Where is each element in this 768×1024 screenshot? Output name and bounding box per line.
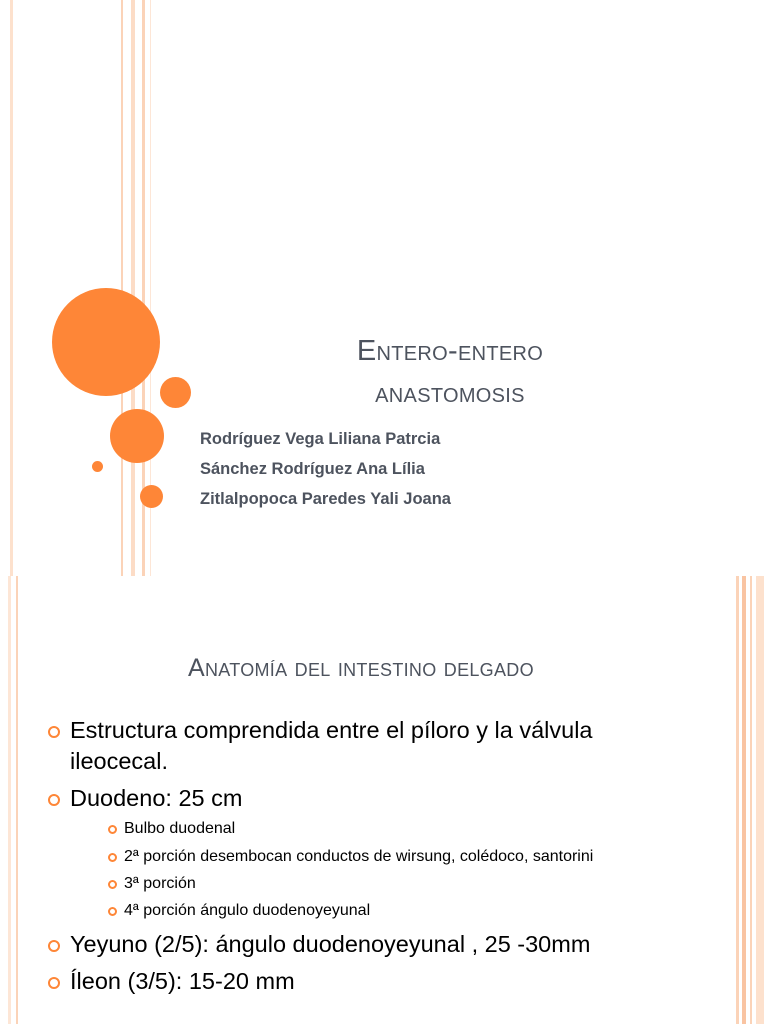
author-name: Rodríguez Vega Liliana Patrcia [200, 430, 441, 448]
author-name: Zitlalpopoca Paredes Yali Joana [200, 490, 451, 508]
decorative-circle-medium [110, 409, 164, 463]
decorative-stripe [742, 576, 746, 1024]
decorative-circle-small [140, 485, 163, 508]
bullet-item: Yeyuno (2/5): ángulo duodenoyeyunal , 25 -30mm [70, 929, 710, 960]
title-line: Entero-entero [356, 335, 544, 367]
bullet-circle-icon [108, 853, 117, 862]
sub-bullet-item: 4ª porción ángulo duodenoyeyunal [124, 901, 724, 921]
decorative-stripe [10, 0, 13, 576]
bullet-circle-icon [48, 726, 60, 738]
content-slide [0, 576, 768, 1024]
decorative-stripe [16, 576, 18, 1024]
bullet-circle-icon [48, 794, 60, 806]
decorative-stripe [8, 576, 11, 1024]
bullet-circle-icon [108, 907, 117, 916]
sub-bullet-item: 2ª porción desembocan conductos de wirsung, colédoco, santorini [124, 847, 724, 867]
bullet-circle-icon [48, 977, 60, 989]
title-line: anastomosis [375, 377, 525, 409]
decorative-stripe [750, 576, 752, 1024]
decorative-circle-small [160, 377, 191, 408]
decorative-stripe [131, 0, 135, 576]
bullet-item: Estructura comprendida entre el píloro y la válvula ileocecal. [70, 715, 690, 777]
bullet-item: Íleon (3/5): 15-20 mm [70, 966, 710, 997]
authors-list [200, 424, 451, 514]
slide-title [250, 330, 650, 414]
decorative-circle-tiny [92, 461, 103, 472]
sub-bullet-item: 3ª porción [124, 874, 724, 894]
bullet-circle-icon [108, 880, 117, 889]
author-name: Sánchez Rodríguez Ana Lília [200, 460, 425, 478]
decorative-stripe [756, 576, 764, 1024]
sub-bullet-item: Bulbo duodenal [124, 819, 724, 839]
bullet-item: Duodeno: 25 cm [70, 783, 690, 814]
decorative-circle-large [52, 288, 160, 396]
slide-title: Anatomía del intestino delgado [188, 654, 534, 682]
bullet-circle-icon [48, 940, 60, 952]
decorative-stripe [736, 576, 739, 1024]
decorative-stripe [121, 0, 123, 576]
bullet-circle-icon [108, 825, 117, 834]
